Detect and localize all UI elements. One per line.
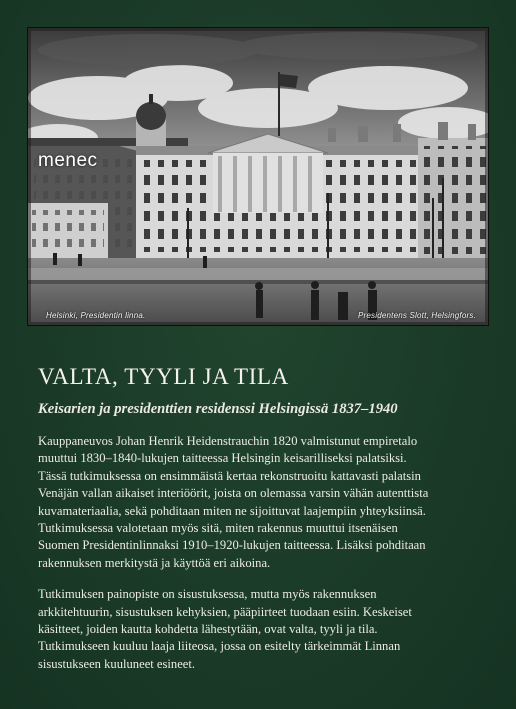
book-description (38, 433, 488, 687)
photo-caption-swedish: Presidentens Slott, Helsingfors. (357, 311, 476, 320)
description-paragraph-1 (38, 433, 488, 572)
text-line: Tutkimukseen kuuluu laaja liiteosa, jossa on esitelty tärkeimmät Linnan (38, 639, 401, 654)
text-line: Kauppaneuvos Johan Henrik Heidenstrauchin 1820 valmistunut empiretalo (38, 434, 418, 448)
text-line: kuvamateriaalia, sekä pohditaan miten ne sijoittuvat laajempiin yhteyksiinsä. (38, 503, 426, 518)
text-line: Tutkimuksen painopiste on sisustuksessa, mutta myös rakennuksen (38, 587, 377, 602)
text-line: rakennuksen merkitystä ja käyttöä eri aikoina. (38, 555, 271, 570)
book-subtitle: Keisarien ja presidenttien residenssi Helsingissä 1837–1940 (38, 401, 398, 417)
text-line: arkkitehtuurin, sisustuksen kehyksien, pääpiirteet tuodaan esiin. Keskeiset (38, 604, 412, 619)
text-line: käsitteet, joiden kautta kohdetta lähestytään, ovat valta, tyyli ja tila. (38, 622, 378, 637)
watermark-text: menec (38, 150, 98, 171)
book-title: VALTA, TYYLI JA TILA (38, 364, 289, 389)
text-line: Venäjän vallan aikaiset interiöörit, joista on olemassa varsin vähän autenttista (38, 486, 429, 501)
historical-photo (27, 27, 489, 326)
text-line: Tutkimuksessa valotetaan myös sitä, miten rakennus muuttui itsenäisen (38, 521, 398, 536)
palace-photo-illustration (28, 28, 488, 325)
text-line: sisustukseen kuuluneet esineet. (38, 656, 196, 671)
text-line: muuttui 1830–1840-lukujen taitteessa Helsingin keisarilliseksi palatsiksi. (38, 451, 407, 466)
text-line: Tässä tutkimuksessa on ensimmäistä kertaa rekonstruoitu kattavasti palatsin (38, 468, 421, 483)
text-line: Suomen Presidentinlinnaksi 1910–1920-lukujen taitteessa. Lisäksi pohditaan (38, 538, 426, 553)
photo-caption-finnish: Helsinki, Presidentin linna. (46, 311, 146, 320)
description-paragraph-2 (38, 586, 488, 673)
